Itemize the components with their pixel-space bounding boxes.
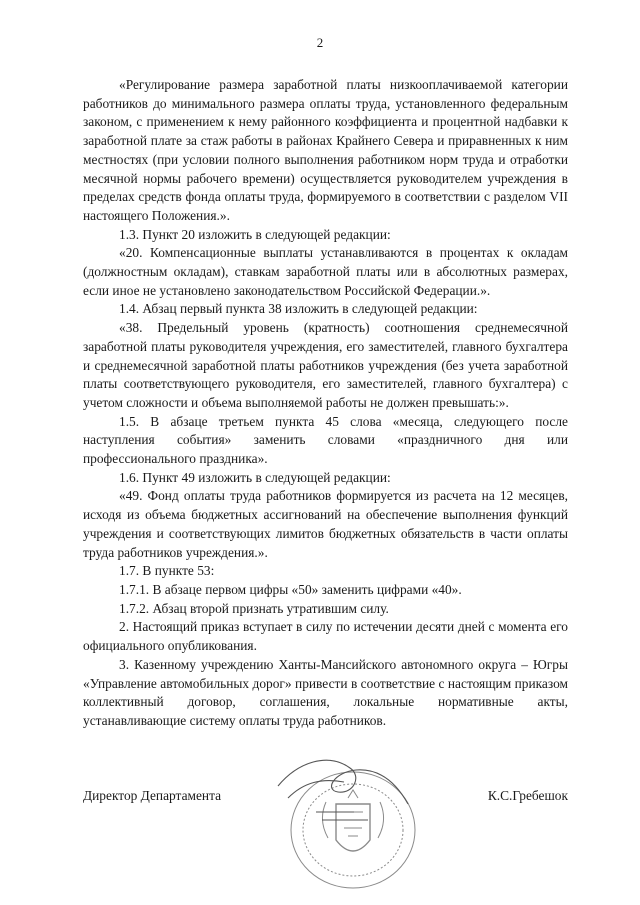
page-number: 2 xyxy=(316,35,324,50)
paragraph: 2. Настоящий приказ вступает в силу по истечении десяти дней с момента его официального опубликования. xyxy=(83,619,568,654)
paragraph: 3. Казенному учреждению Ханты-Мансийского автономного округа – Югры «Управление автомобильных дорог» привести в соответствие с настоящим приказом коллективный договор, соглашения, локальные нормативные акты, устанавливающие систему оплаты труда работников. xyxy=(83,656,568,728)
paragraph: 1.3. Пункт 20 изложить в следующей редакции: xyxy=(119,226,391,242)
document-body xyxy=(83,76,568,731)
paragraph: «20. Компенсационные выплаты устанавливаются в процентах к окладам (должностным окладам), ставкам заработной платы или в абсолютных размерах, если иное не установлено законодательством Российской Федерации.». xyxy=(83,245,568,298)
signatory-title: Директор Департамента xyxy=(83,788,222,803)
seal-stamp-icon xyxy=(258,742,438,892)
signatory-name: К.С.Гребешок xyxy=(487,788,568,803)
paragraph: 1.4. Абзац первый пункта 38 изложить в следующей редакции: xyxy=(119,301,478,317)
paragraph: «38. Предельный уровень (кратность) соотношения среднемесячной заработной платы руководителя учреждения, его заместителей, главного бухгалтера и среднемесячной заработной платы работников учреждения (без учета заработной платы соответствующего руководителя, его заместителей, главного бухгалтера) с учетом сложности и объема выполняемой работы не должен превышать:». xyxy=(83,320,568,410)
paragraph: 1.7. В пункте 53: xyxy=(119,563,215,579)
paragraph: 1.6. Пункт 49 изложить в следующей редакции: xyxy=(119,469,391,485)
paragraph: 1.5. В абзаце третьем пункта 45 слова «месяца, следующего после наступления события» заменить словами «праздничного дня или профессионального праздника». xyxy=(83,413,568,467)
paragraph: «49. Фонд оплаты труда работников формируется из расчета на 12 месяцев, исходя из объема бюджетных ассигнований на обеспечение выполнения функций учреждения и соответствующих лимитов бюджетных обязательств в части оплаты труда работников учреждения.». xyxy=(83,488,568,560)
paragraph: «Регулирование размера заработной платы низкооплачиваемой категории работников до минимального размера оплаты труда, установленного федеральным законом, с применением к нему районного коэффициента и процентной надбавки к заработной плате за стаж работы в районах Крайнего Севера и приравненных к ним местностях (при условии полного выполнения работником норм труда и отработки месячной нормы рабочего времени) осуществляется руководителем учреждения в пределах средств фонда оплаты труда, формируемого в соответствии с разделом VII настоящего Положения.». xyxy=(83,77,568,223)
paragraph: 1.7.2. Абзац второй признать утратившим силу. xyxy=(119,600,389,616)
paragraph: 1.7.1. В абзаце первом цифры «50» заменить цифрами «40». xyxy=(119,581,462,597)
